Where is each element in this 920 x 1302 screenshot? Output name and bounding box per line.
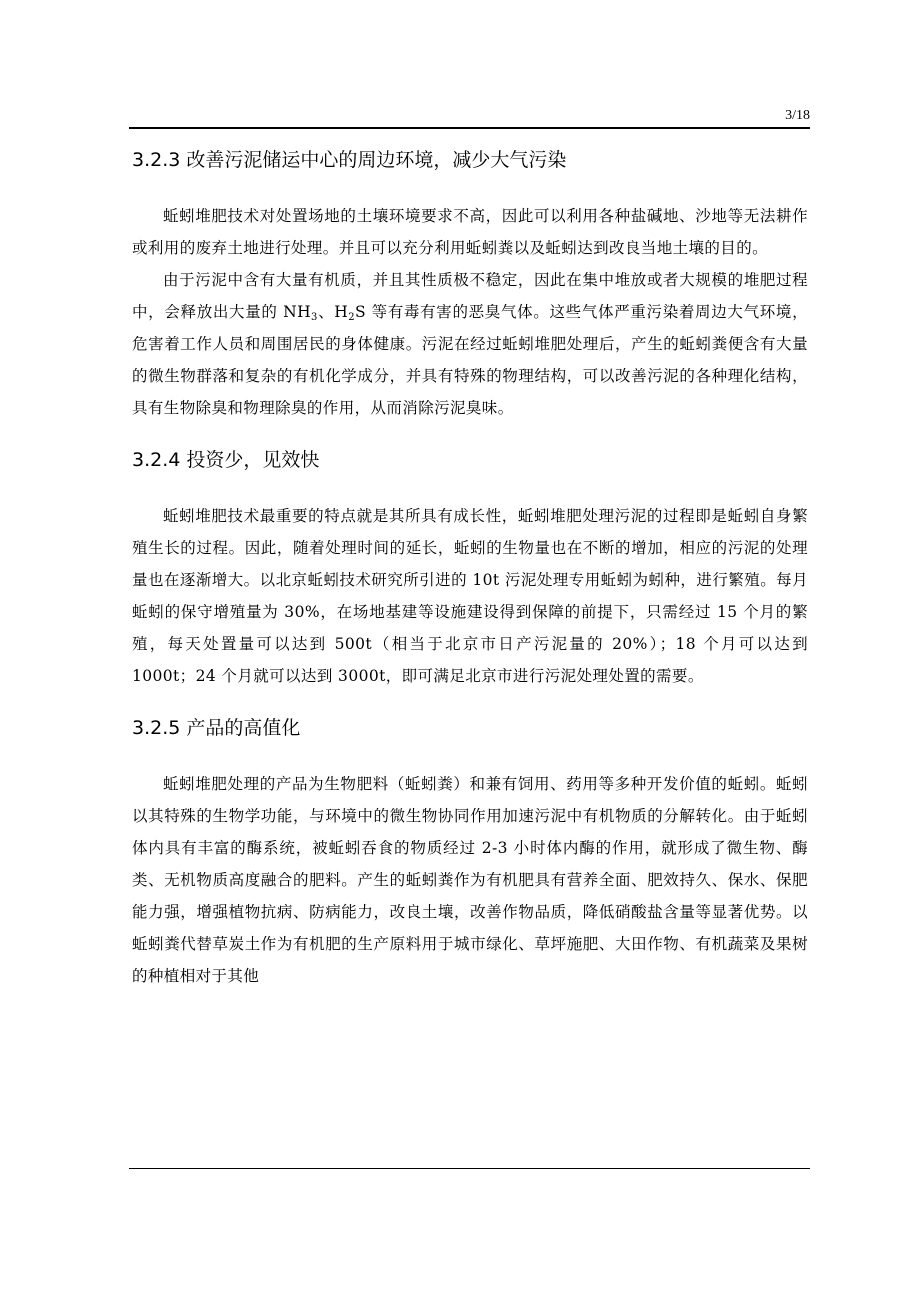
section-body-3-2-5 bbox=[132, 768, 808, 992]
page-number: 3/18 bbox=[785, 108, 810, 123]
section-heading-3-2-4: 3.2.4 投资少，见效快 bbox=[132, 449, 320, 471]
paragraph-with-formulas bbox=[132, 264, 808, 424]
paragraph-text: 由于污泥中含有大量有机质，并且其性质极不稳定，因此在集中堆放或者大规模的堆肥过程中，会释放出大量的 NH bbox=[132, 271, 808, 321]
header-rule bbox=[129, 127, 810, 129]
paragraph: 蚯蚓堆肥处理的产品为生物肥料（蚯蚓粪）和兼有饲用、药用等多种开发价值的蚯蚓。蚯蚓以其特殊的生物学功能，与环境中的微生物协同作用加速污泥中有机物质的分解转化。由于蚯蚓体内具有丰富的酶系统，被蚯蚓吞食的物质经过 2-3 小时体内酶的作用，就形成了微生物、酶类、无机物质高度融合的肥料。产生的蚯蚓粪作为有机肥具有营养全面、肥效持久、保水、保肥能力强，增强植物抗病、防病能力，改良土壤，改善作物品质，降低硝酸盐含量等显著优势。以蚯蚓粪代替草炭土作为有机肥的生产原料用于城市绿化、草坪施肥、大田作物、有机蔬菜及果树的种植相对于其他 bbox=[132, 775, 808, 985]
subscript: 2 bbox=[348, 312, 355, 323]
section-heading-3-2-3: 3.2.3 改善污泥储运中心的周边环境，减少大气污染 bbox=[132, 149, 567, 171]
section-body-3-2-3 bbox=[132, 200, 808, 424]
paragraph: 蚯蚓堆肥技术对处置场地的土壤环境要求不高，因此可以利用各种盐碱地、沙地等无法耕作或利用的废弃土地进行处理。并且可以充分利用蚯蚓粪以及蚯蚓达到改良当地土壤的目的。 bbox=[132, 207, 808, 257]
section-heading-3-2-5: 3.2.5 产品的高值化 bbox=[132, 717, 301, 739]
paragraph-text: 、H bbox=[317, 303, 349, 321]
paragraph-text: S 等有毒有害的恶臭气体。这些气体严重污染着周边大气环境，危害着工作人员和周围居民的身体健康。污泥在经过蚯蚓堆肥处理后，产生的蚯蚓粪便含有大量的微生物群落和复杂的有机化学成分，并具有特殊的物理结构，可以改善污泥的各种理化结构，具有生物除臭和物理除臭的作用，从而消除污泥臭味。 bbox=[132, 303, 808, 417]
document-body bbox=[132, 140, 808, 992]
subscript: 3 bbox=[311, 312, 318, 323]
footer-rule bbox=[129, 1168, 810, 1169]
paragraph: 蚯蚓堆肥技术最重要的特点就是其所具有成长性，蚯蚓堆肥处理污泥的过程即是蚯蚓自身繁殖生长的过程。因此，随着处理时间的延长，蚯蚓的生物量也在不断的增加，相应的污泥的处理量也在逐渐增大。以北京蚯蚓技术研究所引进的 10t 污泥处理专用蚯蚓为蚓种，进行繁殖。每月蚯蚓的保守增殖量为 30%，在场地基建等设施建设得到保障的前提下，只需经过 15 个月的繁殖，每天处置量可以达到 500t（相当于北京市日产污泥量的 20%）；18 个月可以达到 1000t；24 个月就可以达到 3000t，即可满足北京市进行污泥处理处置的需要。 bbox=[132, 507, 808, 685]
section-body-3-2-4 bbox=[132, 500, 808, 692]
